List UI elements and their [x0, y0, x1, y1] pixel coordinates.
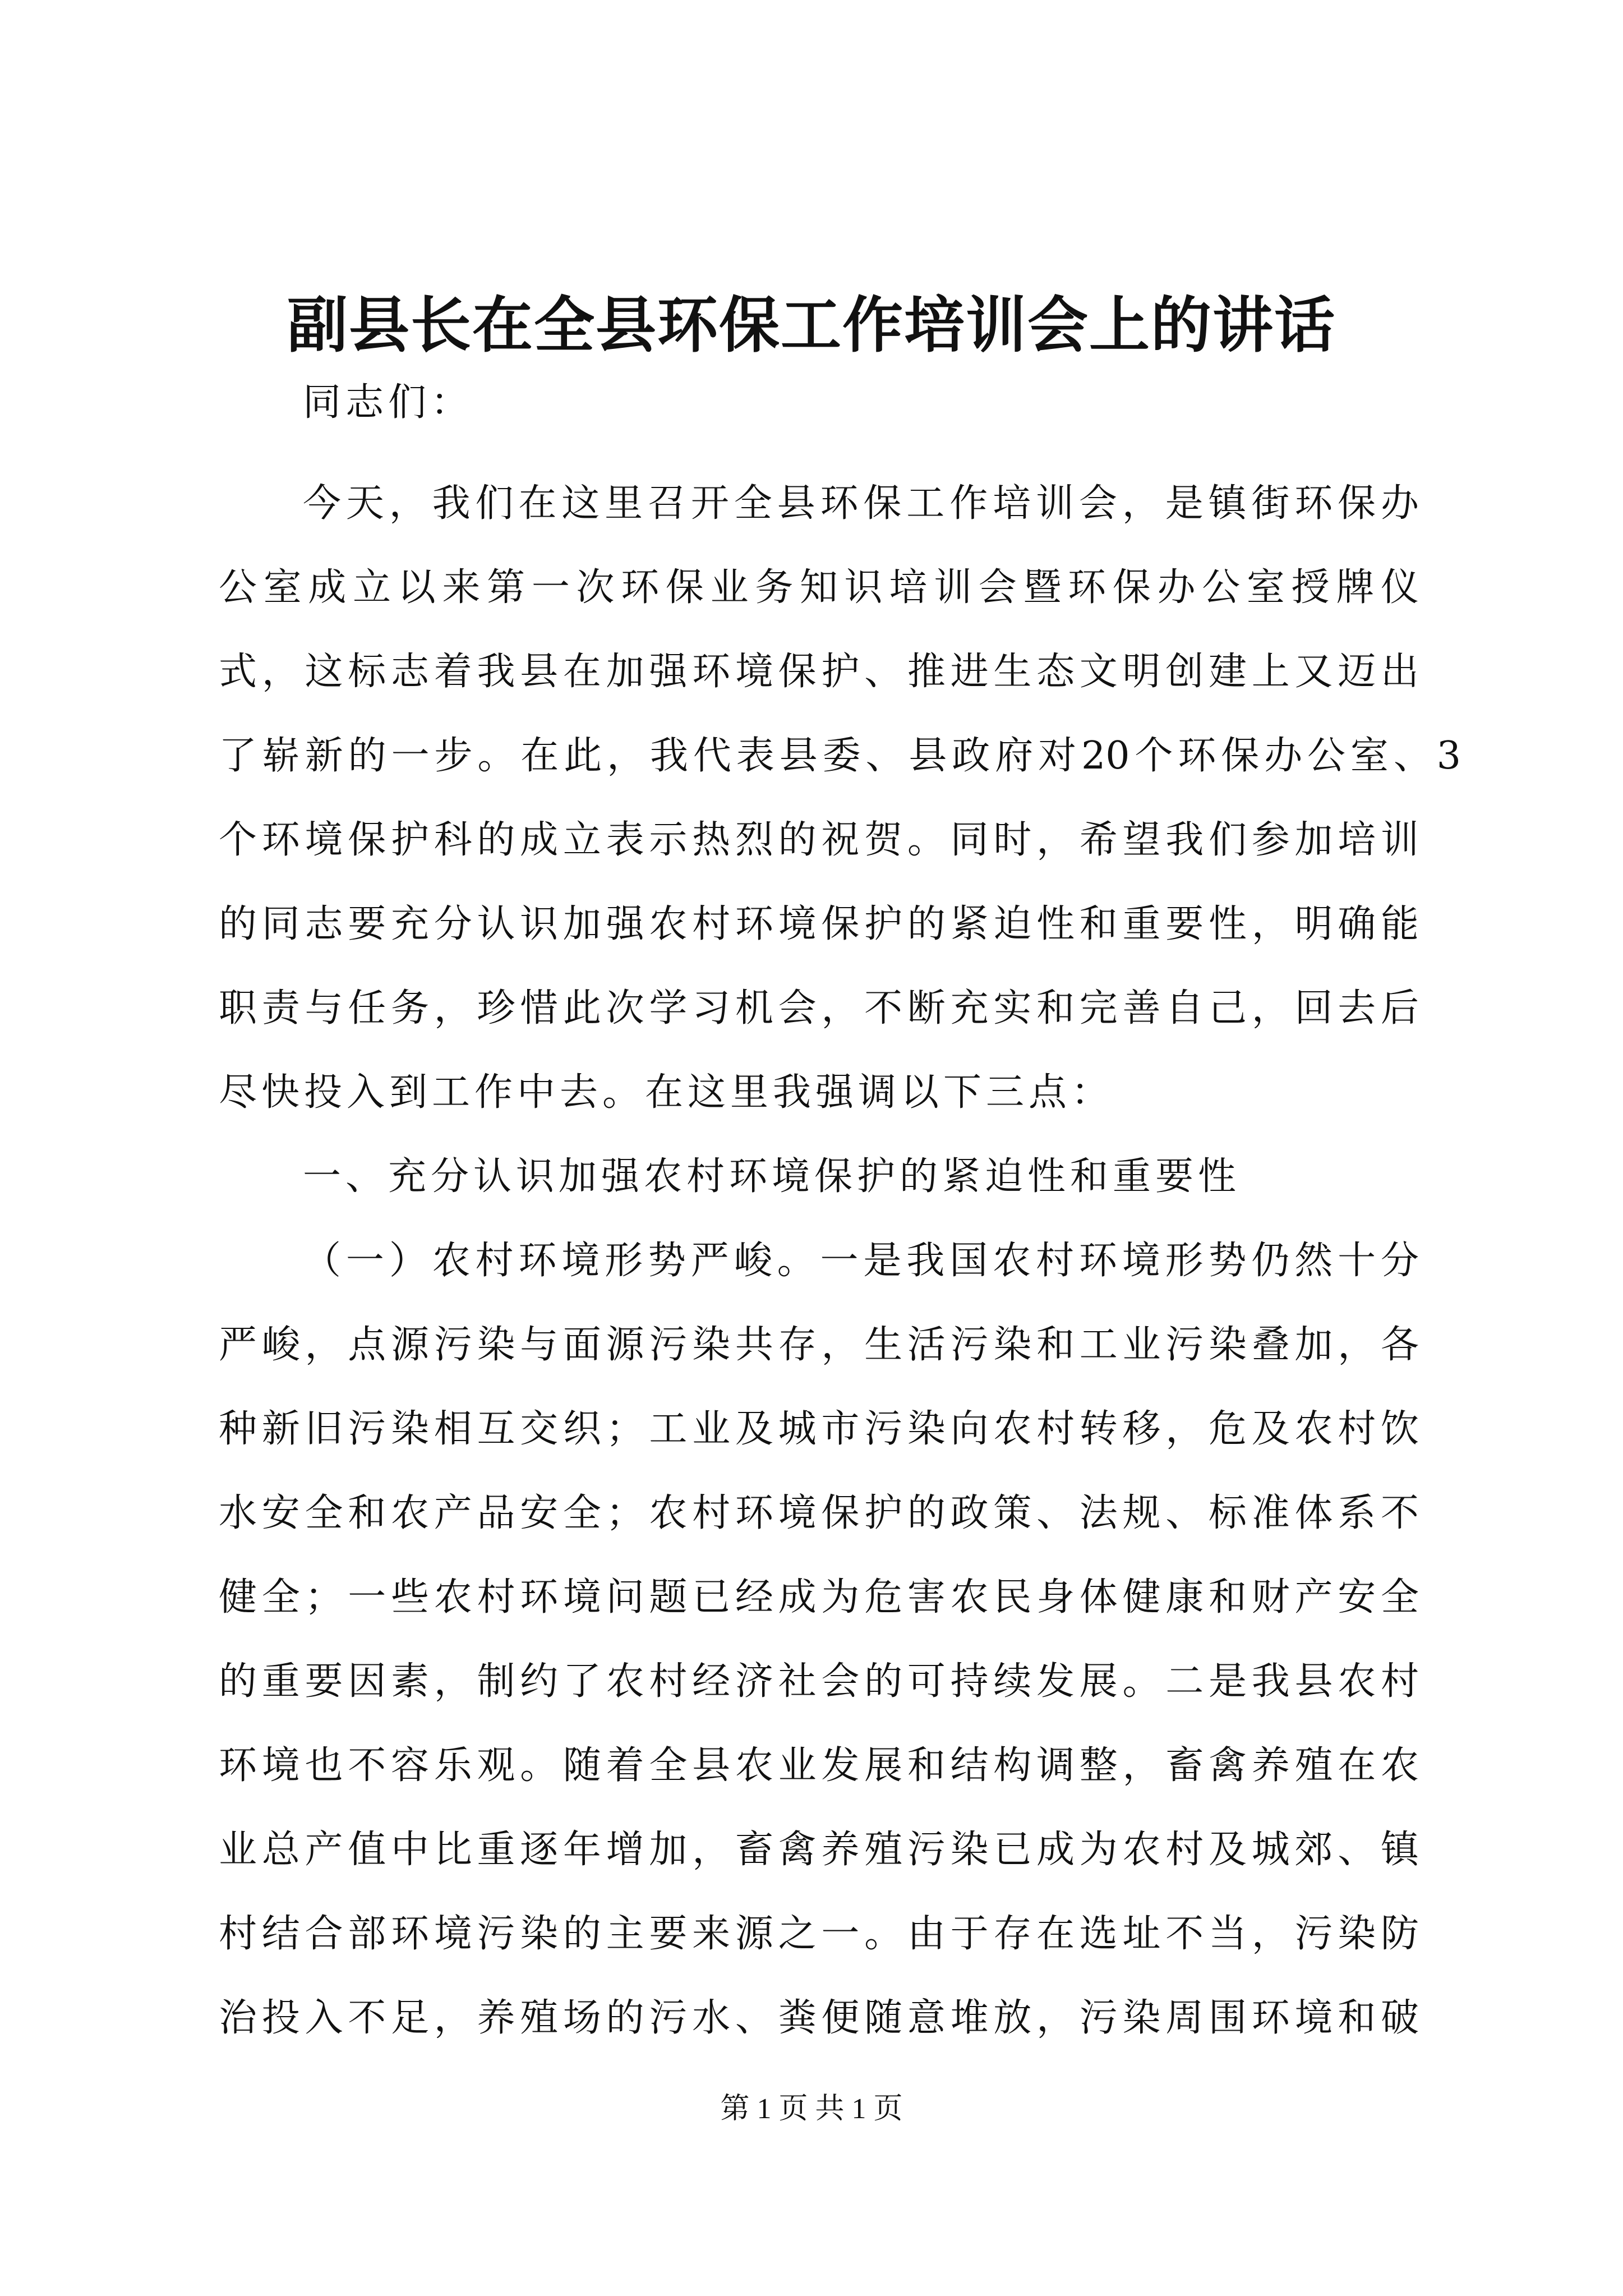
paragraph-line: 水安全和农产品安全；农村环境保护的政策、法规、标准体系不: [219, 1491, 1419, 1535]
paragraph-line: 了崭新的一步。在此，我代表县委、县政府对20个环保办公室、3: [219, 734, 1461, 778]
paragraph-line: 业总产值中比重逐年增加，畜禽养殖污染已成为农村及城郊、镇: [219, 1828, 1419, 1872]
paragraph-line: （一）农村环境形势严峻。一是我国农村环境形势仍然十分: [303, 1239, 1419, 1283]
page-footer: 第 1 页 共 1 页: [720, 2093, 903, 2125]
paragraph-line: 式，这标志着我县在加强环境保护、推进生态文明创建上又迈出: [219, 650, 1419, 694]
paragraph-line: 个环境保护科的成立表示热烈的祝贺。同时，希望我们参加培训: [219, 818, 1419, 862]
paragraph-line: 的重要因素，制约了农村经济社会的可持续发展。二是我县农村: [219, 1659, 1419, 1704]
document-title: 副县长在全县环保工作培训会上的讲话: [287, 290, 1336, 361]
paragraph-line: 的同志要充分认识加强农村环境保护的紧迫性和重要性，明确能: [219, 902, 1419, 946]
paragraph-line: 今天，我们在这里召开全县环保工作培训会，是镇街环保办: [303, 481, 1419, 526]
section-heading: 一、充分认识加强农村环境保护的紧迫性和重要性: [303, 1154, 1241, 1199]
paragraph-line: 健全；一些农村环境问题已经成为危害农民身体健康和财产安全: [219, 1575, 1419, 1619]
greeting: 同志们：: [303, 380, 474, 425]
paragraph-line: 环境也不容乐观。随着全县农业发展和结构调整，畜禽养殖在农: [219, 1743, 1419, 1788]
paragraph-line: 职责与任务，珍惜此次学习机会，不断充实和完善自己，回去后: [219, 986, 1419, 1030]
paragraph-line: 公室成立以来第一次环保业务知识培训会暨环保办公室授牌仪: [219, 565, 1419, 610]
paragraph-line: 尽快投入到工作中去。在这里我强调以下三点：: [219, 1070, 1114, 1115]
paragraph-line: 种新旧污染相互交织；工业及城市污染向农村转移，危及农村饮: [219, 1407, 1419, 1451]
paragraph-line: 村结合部环境污染的主要来源之一。由于存在选址不当，污染防: [219, 1912, 1419, 1956]
paragraph-line: 治投入不足，养殖场的污水、粪便随意堆放，污染周围环境和破: [219, 1996, 1419, 2040]
paragraph-line: 严峻，点源污染与面源污染共存，生活污染和工业污染叠加，各: [219, 1323, 1419, 1367]
